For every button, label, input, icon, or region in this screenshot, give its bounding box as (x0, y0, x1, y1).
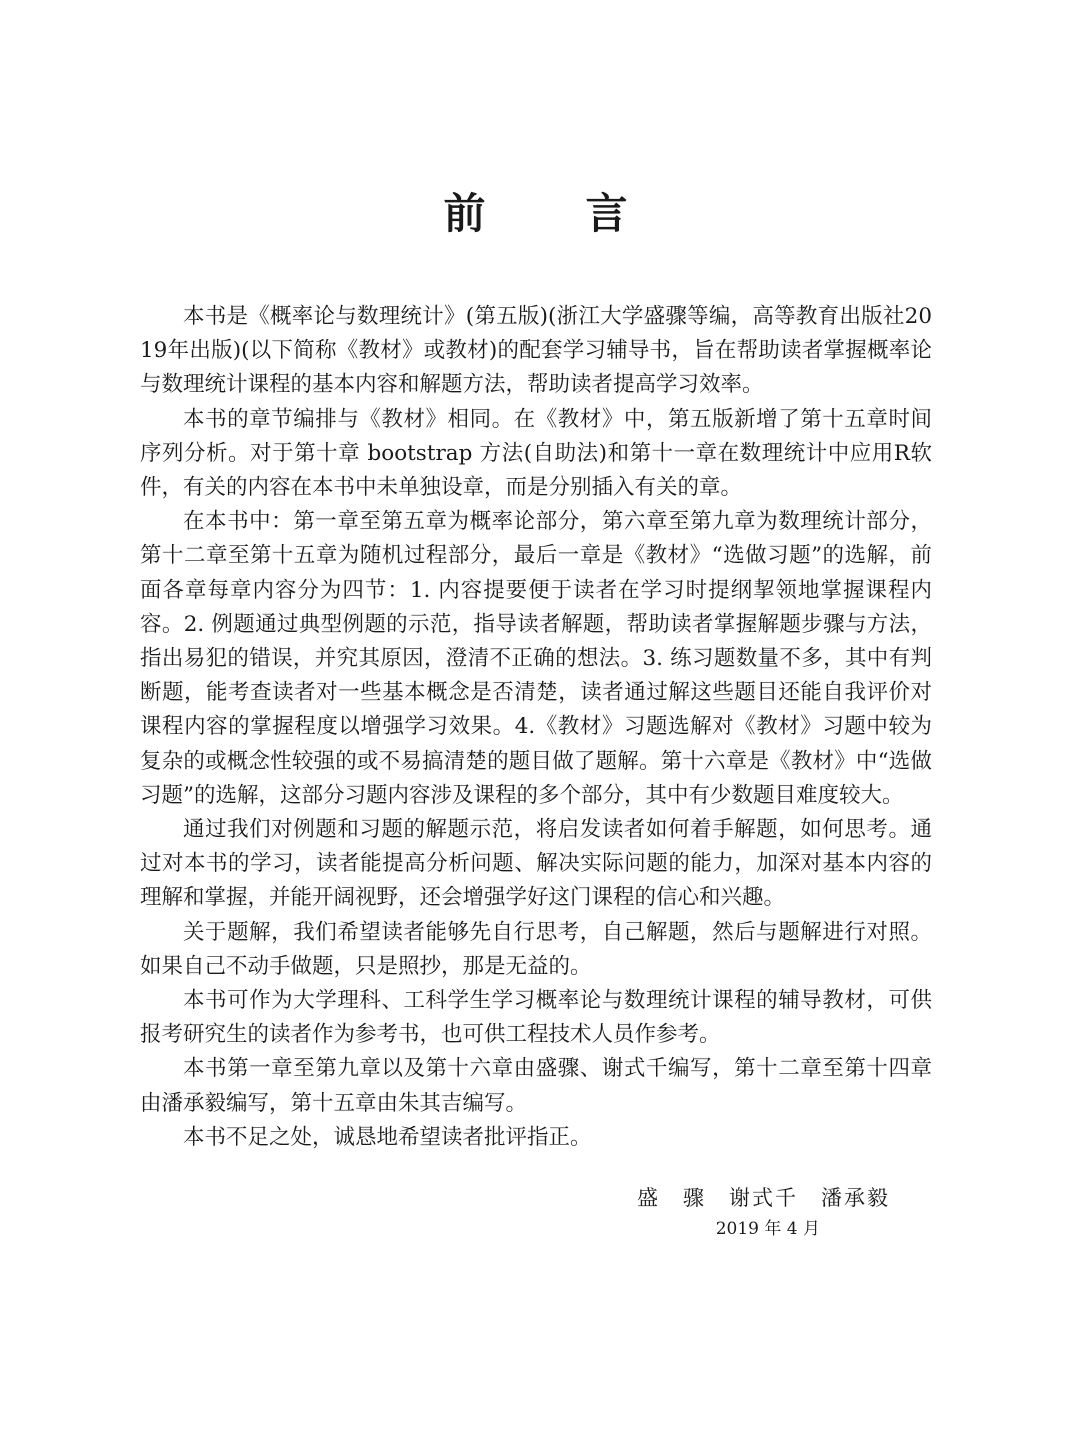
page-title (0, 186, 1071, 242)
paragraph-8: 本书不足之处，诚恳地希望读者批评指正。 (183, 1124, 592, 1150)
paragraph-2: 本书的章节编排与《教材》相同。在《教材》中，第五版新增了第十五章时间序列分析。对于第十章 bootstrap 方法(自助法)和第十一章在数理统计中应用R软件，有关的内容在本书中未单独设章，而是分别插入有关的章。 (140, 406, 932, 501)
paragraph-1: 本书是《概率论与数理统计》(第五版)(浙江大学盛骤等编，高等教育出版社2019年出版)(以下简称《教材》或教材)的配套学习辅导书，旨在帮助读者掌握概率论与数理统计课程的基本内容和解题方法，帮助读者提高学习效率。 (140, 304, 932, 398)
signature-date: 2019 年 4 月 (715, 1219, 820, 1239)
paragraph-3: 在本书中：第一章至第五章为概率论部分，第六章至第九章为数理统计部分，第十二章至第十五章为随机过程部分，最后一章是《教材》“选做习题”的选解，前面各章每章内容分为四节：1. 内容提要便于读者在学习时提纲挈领地掌握课程内容。2. 例题通过典型例题的示范，指导读者解题，帮助读者掌握解题步骤与方法，指出易犯的错误，并究其原因，澄清不正确的想法。3. 练习题数量不多，其中有判断题，能考查读者对一些基本概念是否清楚，读者通过解这些题目还能自我评价对课程内容的掌握程度以增强学习效果。4.《教材》习题选解对《教材》习题中较为复杂的或概念性较强的或不易搞清楚的题目做了题解。第十六章是《教材》中“选做习题”的选解，这部分习题内容涉及课程的多个部分，其中有少数题目难度较大。 (140, 509, 932, 808)
preface-body (140, 300, 932, 1155)
paragraph-6: 本书可作为大学理科、工科学生学习概率论与数理统计课程的辅导教材，可供报考研究生的读者作为参考书，也可供工程技术人员作参考。 (140, 988, 932, 1048)
paragraph-4: 通过我们对例题和习题的解题示范，将启发读者如何着手解题，如何思考。通过对本书的学习，读者能提高分析问题、解决实际问题的能力，加深对基本内容的理解和掌握，并能开阔视野，还会增强学好这门课程的信心和兴趣。 (140, 817, 932, 911)
page-title-char-2: 言 (585, 189, 628, 238)
paragraph-7: 本书第一章至第九章以及第十六章由盛骤、谢式千编写，第十二章至第十四章由潘承毅编写，第十五章由朱其吉编写。 (140, 1056, 932, 1116)
page-title-char-1: 前 (443, 189, 486, 238)
author-signature: 盛 骤 谢式千 潘承毅 (637, 1186, 890, 1210)
paragraph-5: 关于题解，我们希望读者能够先自行思考，自己解题，然后与题解进行对照。如果自己不动手做题，只是照抄，那是无益的。 (140, 919, 932, 979)
